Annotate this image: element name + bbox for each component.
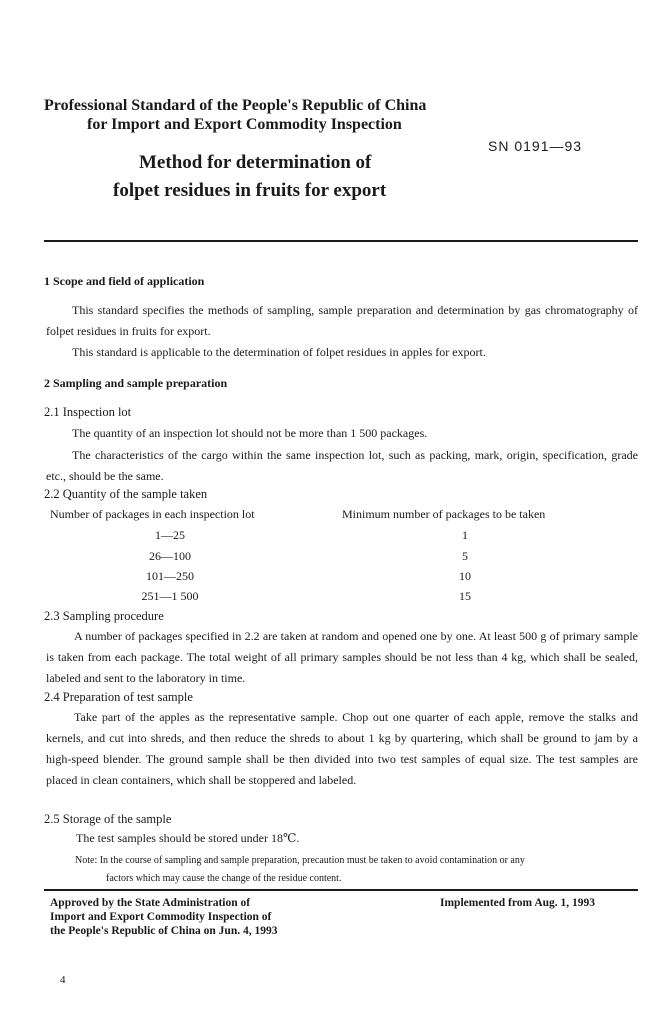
- table-cell-range: 26—100: [149, 549, 191, 563]
- implementation-date: Implemented from Aug. 1, 1993: [440, 897, 596, 909]
- section-2-4-heading: 2.4 Preparation of test sample: [44, 690, 193, 704]
- section-2-3-paragraph: A number of packages specified in 2.2 are taken at random and opened one by one. At least 500 g of primary sample is taken from each package. The total weight of all primary samples should be not less than 4 kg, which shall be sealed, labeled and sent to the laboratory in time.: [46, 629, 638, 685]
- table-cell-range: 101—250: [146, 569, 194, 583]
- table-cell-min: 5: [462, 549, 468, 563]
- table-cell-min: 10: [459, 569, 471, 583]
- table-cell-min: 1: [462, 528, 468, 542]
- approval-line-1: Approved by the State Administration of: [50, 897, 251, 909]
- section-2-1-paragraph-2: The characteristics of the cargo within the same inspection lot, such as packing, mark, origin, specification, grade etc., should be the same.: [46, 448, 638, 483]
- page-number: 4: [60, 974, 66, 986]
- note-line-1: Note: In the course of sampling and sample preparation, precaution must be taken to avoid contamination or any: [75, 855, 525, 866]
- section-2-4-paragraph: Take part of the apples as the representative sample. Chop out one quarter of each apple, remove the stalks and kernels, and cut into shreds, and then reduce the shreds to about 1 kg by quartering, which shall be ground to jam by a high-speed blender. The ground sample shall be then divided into two test samples of equal size. The test samples are placed in clean containers, which shall be stoppered and labeled.: [46, 710, 638, 787]
- document-title-line2: folpet residues in fruits for export: [113, 180, 387, 201]
- standard-org-line2: for Import and Export Commodity Inspection: [87, 116, 402, 133]
- section-2-1-heading: 2.1 Inspection lot: [44, 405, 132, 419]
- section-2-1-paragraph-1: The quantity of an inspection lot should not be more than 1 500 packages.: [72, 426, 428, 440]
- section-2-2-heading: 2.2 Quantity of the sample taken: [44, 487, 208, 501]
- section-1-heading: 1 Scope and field of application: [44, 274, 205, 288]
- section-2-5-paragraph: The test samples should be stored under 18℃.: [76, 831, 300, 845]
- standard-org-line1: Professional Standard of the People's Republic of China: [44, 97, 427, 114]
- table-header-minimum: Minimum number of packages to be taken: [342, 507, 546, 521]
- table-cell-range: 251—1 500: [141, 589, 199, 603]
- approval-line-3: the People's Republic of China on Jun. 4, 1993: [50, 925, 278, 937]
- document-title-line1: Method for determination of: [139, 152, 372, 173]
- section-1-paragraph-2: This standard is applicable to the determination of folpet residues in apples for export.: [72, 345, 486, 359]
- standard-code: SN 0191—93: [488, 138, 583, 154]
- table-cell-min: 15: [459, 589, 471, 603]
- table-header-packages: Number of packages in each inspection lot: [50, 507, 255, 521]
- section-2-5-heading: 2.5 Storage of the sample: [44, 812, 172, 826]
- approval-line-2: Import and Export Commodity Inspection of: [50, 911, 272, 923]
- table-cell-range: 1—25: [155, 528, 185, 542]
- note-line-2: factors which may cause the change of the residue content.: [106, 873, 342, 884]
- header-rule: [44, 240, 638, 242]
- section-1-paragraph-1: This standard specifies the methods of sampling, sample preparation and determination by gas chromatography of folpet residues in fruits for export.: [46, 303, 638, 338]
- section-2-3-heading: 2.3 Sampling procedure: [44, 609, 164, 623]
- section-2-heading: 2 Sampling and sample preparation: [44, 376, 228, 390]
- footer-rule: [44, 889, 638, 891]
